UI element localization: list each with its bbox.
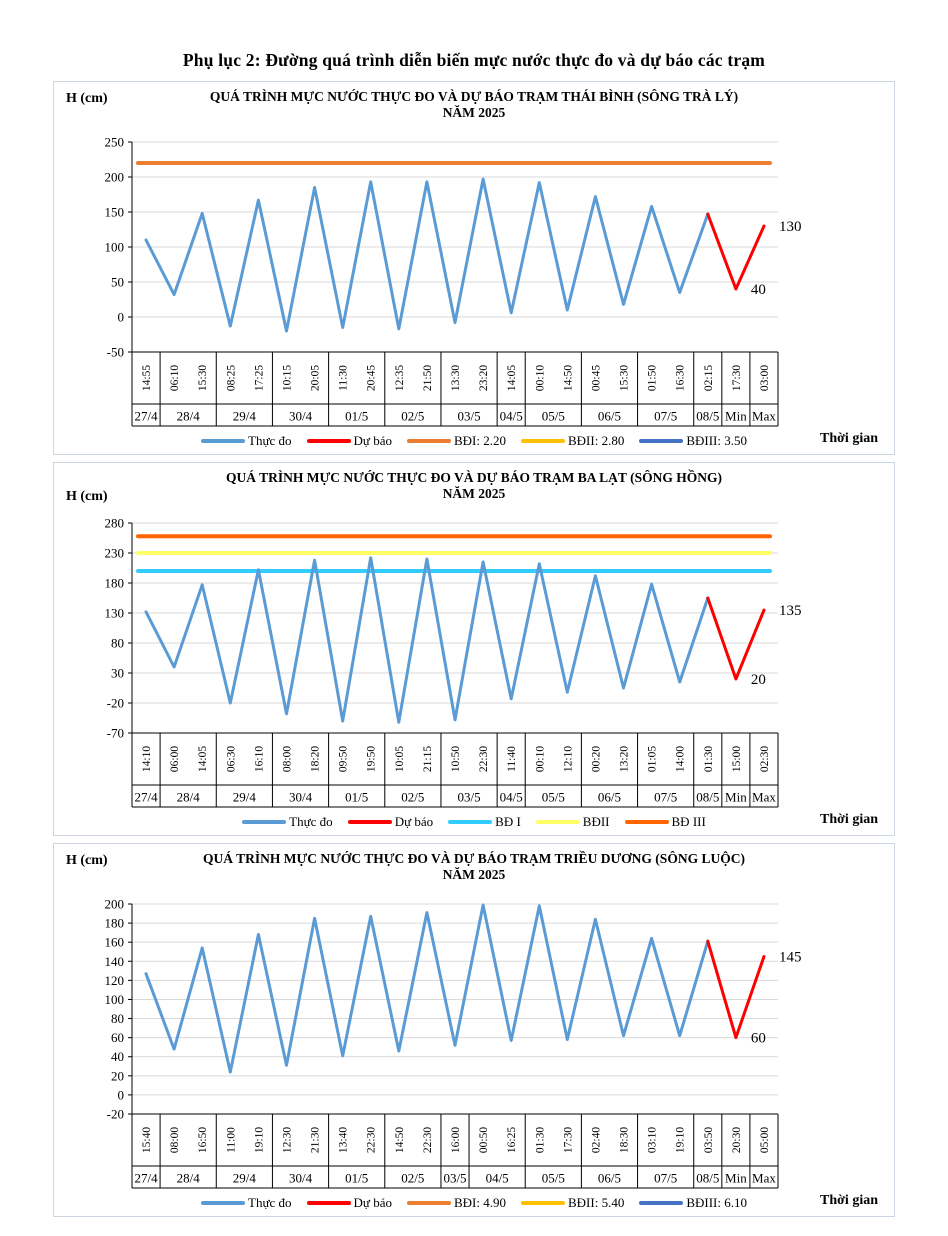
time-label: 09:50 bbox=[337, 745, 350, 773]
legend-swatch bbox=[536, 820, 580, 824]
time-label: 00:10 bbox=[534, 364, 547, 392]
chart-subtitle: NĂM 2025 bbox=[442, 486, 506, 501]
chart-plot bbox=[62, 890, 886, 1190]
chart-plot bbox=[62, 128, 886, 428]
x-axis-label: Thời gian bbox=[820, 431, 878, 446]
date-label: 07/5 bbox=[654, 1170, 678, 1186]
time-label: 23:20 bbox=[478, 364, 491, 392]
time-label: 15:30 bbox=[197, 364, 210, 392]
chart-title: QUÁ TRÌNH MỰC NƯỚC THỰC ĐO VÀ DỰ BÁO TRẠM TRIỀU DƯƠNG (SÔNG LUỘC) bbox=[203, 851, 745, 866]
legend-label: BĐII bbox=[582, 814, 610, 829]
y-tick-label: -50 bbox=[106, 344, 124, 360]
y-tick-label: 20 bbox=[111, 1068, 124, 1084]
legend-item bbox=[448, 814, 521, 830]
y-tick-label: 160 bbox=[104, 934, 124, 950]
time-label: 17:30 bbox=[562, 1126, 575, 1154]
time-label: 01:50 bbox=[646, 364, 659, 392]
y-tick-label: -20 bbox=[106, 1106, 124, 1122]
y-tick-label: 100 bbox=[104, 239, 124, 255]
time-label: 12:10 bbox=[562, 745, 575, 773]
y-tick-label: 200 bbox=[104, 169, 124, 185]
series-line-Dự báo bbox=[708, 598, 764, 679]
legend-item bbox=[307, 433, 392, 449]
date-label: 05/5 bbox=[541, 1170, 565, 1186]
y-tick-label: 180 bbox=[104, 575, 124, 591]
time-label: 00:10 bbox=[534, 745, 547, 773]
time-label: 19:50 bbox=[365, 745, 378, 773]
legend-row bbox=[54, 428, 894, 454]
date-label: 29/4 bbox=[232, 1170, 256, 1186]
time-label: 14:05 bbox=[197, 745, 210, 773]
time-label: 10:05 bbox=[393, 745, 406, 773]
time-label: 22:30 bbox=[365, 1126, 378, 1154]
legend-label: Dự báo bbox=[353, 433, 392, 448]
date-label: 06/5 bbox=[597, 789, 622, 805]
date-label: 04/5 bbox=[499, 789, 523, 805]
date-label: Min bbox=[725, 408, 747, 424]
legend-item bbox=[639, 1195, 747, 1211]
chart-header bbox=[54, 82, 894, 128]
legend-item bbox=[639, 433, 747, 449]
legend-item bbox=[521, 433, 624, 449]
legend-item bbox=[407, 1195, 506, 1211]
time-label: 14:00 bbox=[674, 745, 687, 773]
date-label: 01/5 bbox=[345, 408, 369, 424]
date-label: 07/5 bbox=[654, 408, 678, 424]
legend-item bbox=[521, 1195, 624, 1211]
point-value-label: 40 bbox=[750, 282, 766, 298]
time-label: 18:20 bbox=[309, 745, 322, 773]
legend-swatch bbox=[448, 820, 492, 824]
time-label: 16:00 bbox=[450, 1126, 462, 1154]
time-label: 02:40 bbox=[590, 1126, 603, 1154]
date-label: 01/5 bbox=[345, 789, 369, 805]
date-label: 28/4 bbox=[176, 408, 200, 424]
time-label: 08:00 bbox=[281, 745, 294, 773]
time-label: 15:40 bbox=[141, 1126, 154, 1154]
chart-title: QUÁ TRÌNH MỰC NƯỚC THỰC ĐO VÀ DỰ BÁO TRẠM BA LẠT (SÔNG HỒNG) bbox=[226, 470, 722, 485]
time-label: 21:15 bbox=[421, 745, 434, 773]
point-value-label: 135 bbox=[778, 603, 802, 619]
time-label: 13:40 bbox=[337, 1126, 350, 1154]
y-tick-label: 100 bbox=[104, 991, 124, 1007]
legend-swatch bbox=[521, 439, 565, 443]
date-label: 28/4 bbox=[176, 1170, 200, 1186]
legend-label: BĐ III bbox=[671, 814, 706, 829]
time-label: 21:50 bbox=[421, 364, 434, 392]
time-label: 16:50 bbox=[197, 1126, 210, 1154]
time-label: 12:35 bbox=[393, 364, 406, 392]
legend-swatch bbox=[242, 820, 286, 824]
x-axis-label: Thời gian bbox=[820, 1193, 878, 1208]
time-label: 11:00 bbox=[225, 1127, 238, 1153]
y-tick-label: 180 bbox=[104, 915, 124, 931]
chart-subtitle: NĂM 2025 bbox=[442, 867, 506, 882]
date-label: 08/5 bbox=[696, 789, 720, 805]
chart-header bbox=[54, 463, 894, 509]
date-label: 27/4 bbox=[134, 789, 158, 805]
chart-legend bbox=[242, 814, 706, 830]
legend-swatch bbox=[407, 439, 451, 443]
date-label: 05/5 bbox=[541, 408, 565, 424]
time-label: 05:00 bbox=[758, 1126, 771, 1154]
chart-legend bbox=[201, 433, 747, 449]
y-axis-unit-label: H (cm) bbox=[66, 91, 108, 106]
time-label: 08:00 bbox=[169, 1126, 182, 1154]
legend-item bbox=[242, 814, 333, 830]
time-label: 06:10 bbox=[169, 364, 182, 392]
legend-label: BĐIII: 3.50 bbox=[686, 433, 747, 448]
legend-swatch bbox=[521, 1201, 565, 1205]
time-label: 03:00 bbox=[758, 364, 771, 392]
y-tick-label: 140 bbox=[104, 953, 124, 969]
date-label: 08/5 bbox=[696, 408, 720, 424]
chart-panel-trieu-duong bbox=[53, 843, 895, 1217]
time-label: 10:50 bbox=[450, 745, 462, 773]
date-label: 02/5 bbox=[401, 1170, 425, 1186]
time-label: 00:20 bbox=[590, 745, 603, 773]
point-value-label: 145 bbox=[778, 949, 802, 966]
time-label: 16:10 bbox=[253, 745, 266, 773]
y-tick-label: 50 bbox=[111, 274, 124, 290]
date-label: 03/5 bbox=[443, 1170, 467, 1186]
series-line-Dự báo bbox=[708, 214, 764, 289]
y-tick-label: 150 bbox=[104, 204, 124, 220]
legend-swatch bbox=[307, 439, 351, 443]
legend-label: Dự báo bbox=[353, 1195, 392, 1210]
date-label: 03/5 bbox=[457, 408, 481, 424]
legend-label: BĐI: 2.20 bbox=[453, 433, 506, 448]
y-tick-label: 0 bbox=[117, 309, 124, 325]
y-tick-label: 280 bbox=[104, 515, 124, 531]
time-label: 22:30 bbox=[421, 1126, 434, 1154]
time-label: 17:25 bbox=[253, 364, 266, 392]
y-tick-label: 120 bbox=[104, 972, 124, 988]
legend-row bbox=[54, 1190, 894, 1216]
legend-label: Dự báo bbox=[394, 814, 434, 829]
y-tick-label: 130 bbox=[104, 605, 124, 621]
time-label: 01:05 bbox=[646, 745, 659, 773]
y-tick-label: 60 bbox=[111, 1030, 124, 1046]
date-label: 04/5 bbox=[485, 1170, 509, 1186]
legend-item bbox=[625, 814, 706, 830]
time-label: 12:30 bbox=[281, 1126, 294, 1154]
chart-title: QUÁ TRÌNH MỰC NƯỚC THỰC ĐO VÀ DỰ BÁO TRẠM THÁI BÌNH (SÔNG TRÀ LÝ) bbox=[209, 89, 739, 104]
legend-label: Thực đo bbox=[248, 1195, 292, 1210]
time-label: 14:55 bbox=[141, 364, 154, 392]
point-value-label: 130 bbox=[778, 219, 802, 235]
time-label: 01:30 bbox=[702, 745, 715, 773]
time-label: 14:50 bbox=[562, 364, 575, 392]
time-label: 14:10 bbox=[141, 745, 154, 773]
date-label: 08/5 bbox=[696, 1170, 720, 1186]
time-label: 20:30 bbox=[730, 1126, 743, 1154]
legend-item bbox=[307, 1195, 392, 1211]
time-label: 16:25 bbox=[506, 1126, 519, 1154]
time-label: 06:00 bbox=[169, 745, 182, 773]
date-label: 02/5 bbox=[401, 789, 425, 805]
legend-item bbox=[536, 814, 610, 830]
chart-panel-thai-binh bbox=[53, 81, 895, 455]
time-label: 22:30 bbox=[478, 745, 491, 773]
chart-subtitle: NĂM 2025 bbox=[442, 105, 506, 120]
time-label: 11:30 bbox=[337, 365, 350, 391]
time-label: 02:30 bbox=[758, 745, 771, 773]
series-line-Thực đo bbox=[146, 905, 708, 1072]
time-label: 13:20 bbox=[618, 745, 631, 773]
y-tick-label: -20 bbox=[106, 695, 124, 711]
chart-header bbox=[54, 844, 894, 890]
y-tick-label: 200 bbox=[104, 896, 124, 912]
chart-legend bbox=[201, 1195, 747, 1211]
time-label: 17:30 bbox=[730, 364, 743, 392]
y-tick-label: 80 bbox=[111, 635, 124, 651]
date-label: 01/5 bbox=[345, 1170, 369, 1186]
legend-swatch bbox=[407, 1201, 451, 1205]
time-label: 13:30 bbox=[450, 364, 462, 392]
y-tick-label: 40 bbox=[111, 1049, 124, 1065]
time-label: 21:30 bbox=[309, 1126, 322, 1154]
legend-swatch bbox=[201, 439, 245, 443]
legend-swatch bbox=[639, 1201, 683, 1205]
y-tick-label: 80 bbox=[111, 1011, 124, 1027]
legend-item bbox=[348, 814, 433, 830]
time-label: 01:30 bbox=[534, 1126, 547, 1154]
date-label: 28/4 bbox=[176, 789, 200, 805]
time-label: 18:30 bbox=[618, 1126, 631, 1154]
y-axis-unit-label: H (cm) bbox=[66, 489, 108, 504]
legend-label: Thực đo bbox=[289, 814, 333, 829]
time-label: 03:10 bbox=[646, 1126, 659, 1154]
date-label: 27/4 bbox=[134, 1170, 158, 1186]
legend-row bbox=[54, 809, 894, 835]
x-axis-label: Thời gian bbox=[820, 812, 878, 827]
legend-swatch bbox=[639, 439, 683, 443]
date-label: 30/4 bbox=[288, 1170, 313, 1186]
time-label: 11:40 bbox=[506, 746, 519, 772]
date-label: 30/4 bbox=[288, 408, 313, 424]
time-label: 03:50 bbox=[702, 1126, 715, 1154]
legend-swatch bbox=[625, 820, 669, 824]
legend-swatch bbox=[348, 820, 392, 824]
date-label: 05/5 bbox=[541, 789, 565, 805]
date-label: Max bbox=[752, 1170, 776, 1186]
date-label: 29/4 bbox=[232, 789, 256, 805]
date-label: 03/5 bbox=[457, 789, 481, 805]
y-tick-label: -70 bbox=[106, 725, 124, 741]
time-label: 14:05 bbox=[506, 364, 519, 392]
series-line-Thực đo bbox=[146, 179, 708, 331]
time-label: 00:45 bbox=[590, 364, 603, 392]
legend-label: Thực đo bbox=[248, 433, 292, 448]
time-label: 06:30 bbox=[225, 745, 238, 773]
date-label: 06/5 bbox=[597, 408, 622, 424]
date-label: 02/5 bbox=[401, 408, 425, 424]
date-label: 04/5 bbox=[499, 408, 523, 424]
date-label: Min bbox=[725, 1170, 747, 1186]
date-label: 07/5 bbox=[654, 789, 678, 805]
date-label: Max bbox=[752, 408, 776, 424]
y-tick-label: 0 bbox=[117, 1087, 124, 1103]
y-tick-label: 250 bbox=[104, 134, 124, 150]
series-line-Thực đo bbox=[146, 558, 708, 722]
date-label: 30/4 bbox=[288, 789, 313, 805]
date-label: 06/5 bbox=[597, 1170, 622, 1186]
date-label: 27/4 bbox=[134, 408, 158, 424]
legend-label: BĐ I bbox=[495, 814, 521, 829]
time-label: 00:50 bbox=[478, 1126, 491, 1154]
point-value-label: 20 bbox=[750, 672, 766, 688]
series-line-Dự báo bbox=[708, 941, 764, 1037]
legend-label: BĐI: 4.90 bbox=[453, 1195, 506, 1210]
page-title: Phụ lục 2: Đường quá trình diễn biến mực nước thực đo và dự báo các trạm bbox=[182, 50, 766, 70]
point-value-label: 60 bbox=[750, 1030, 766, 1047]
legend-swatch bbox=[307, 1201, 351, 1205]
legend-label: BĐIII: 6.10 bbox=[686, 1195, 747, 1210]
time-label: 14:50 bbox=[393, 1126, 406, 1154]
legend-item bbox=[201, 1195, 292, 1211]
y-tick-label: 230 bbox=[104, 545, 124, 561]
legend-label: BĐII: 5.40 bbox=[567, 1195, 625, 1210]
time-label: 10:15 bbox=[281, 364, 294, 392]
legend-item bbox=[201, 433, 292, 449]
time-label: 15:00 bbox=[730, 745, 743, 773]
legend-item bbox=[407, 433, 506, 449]
y-axis-unit-label: H (cm) bbox=[66, 853, 108, 868]
date-label: 29/4 bbox=[232, 408, 256, 424]
legend-label: BĐII: 2.80 bbox=[567, 433, 625, 448]
chart-panel-ba-lat bbox=[53, 462, 895, 836]
time-label: 19:10 bbox=[674, 1126, 687, 1154]
time-label: 19:10 bbox=[253, 1126, 266, 1154]
date-label: Max bbox=[752, 789, 776, 805]
chart-plot bbox=[62, 509, 886, 809]
date-label: Min bbox=[725, 789, 747, 805]
y-tick-label: 30 bbox=[111, 665, 124, 681]
time-label: 15:30 bbox=[618, 364, 631, 392]
time-label: 08:25 bbox=[225, 364, 238, 392]
time-label: 20:45 bbox=[365, 364, 378, 392]
time-label: 16:30 bbox=[674, 364, 687, 392]
time-label: 02:15 bbox=[702, 364, 715, 392]
legend-swatch bbox=[201, 1201, 245, 1205]
time-label: 20:05 bbox=[309, 364, 322, 392]
